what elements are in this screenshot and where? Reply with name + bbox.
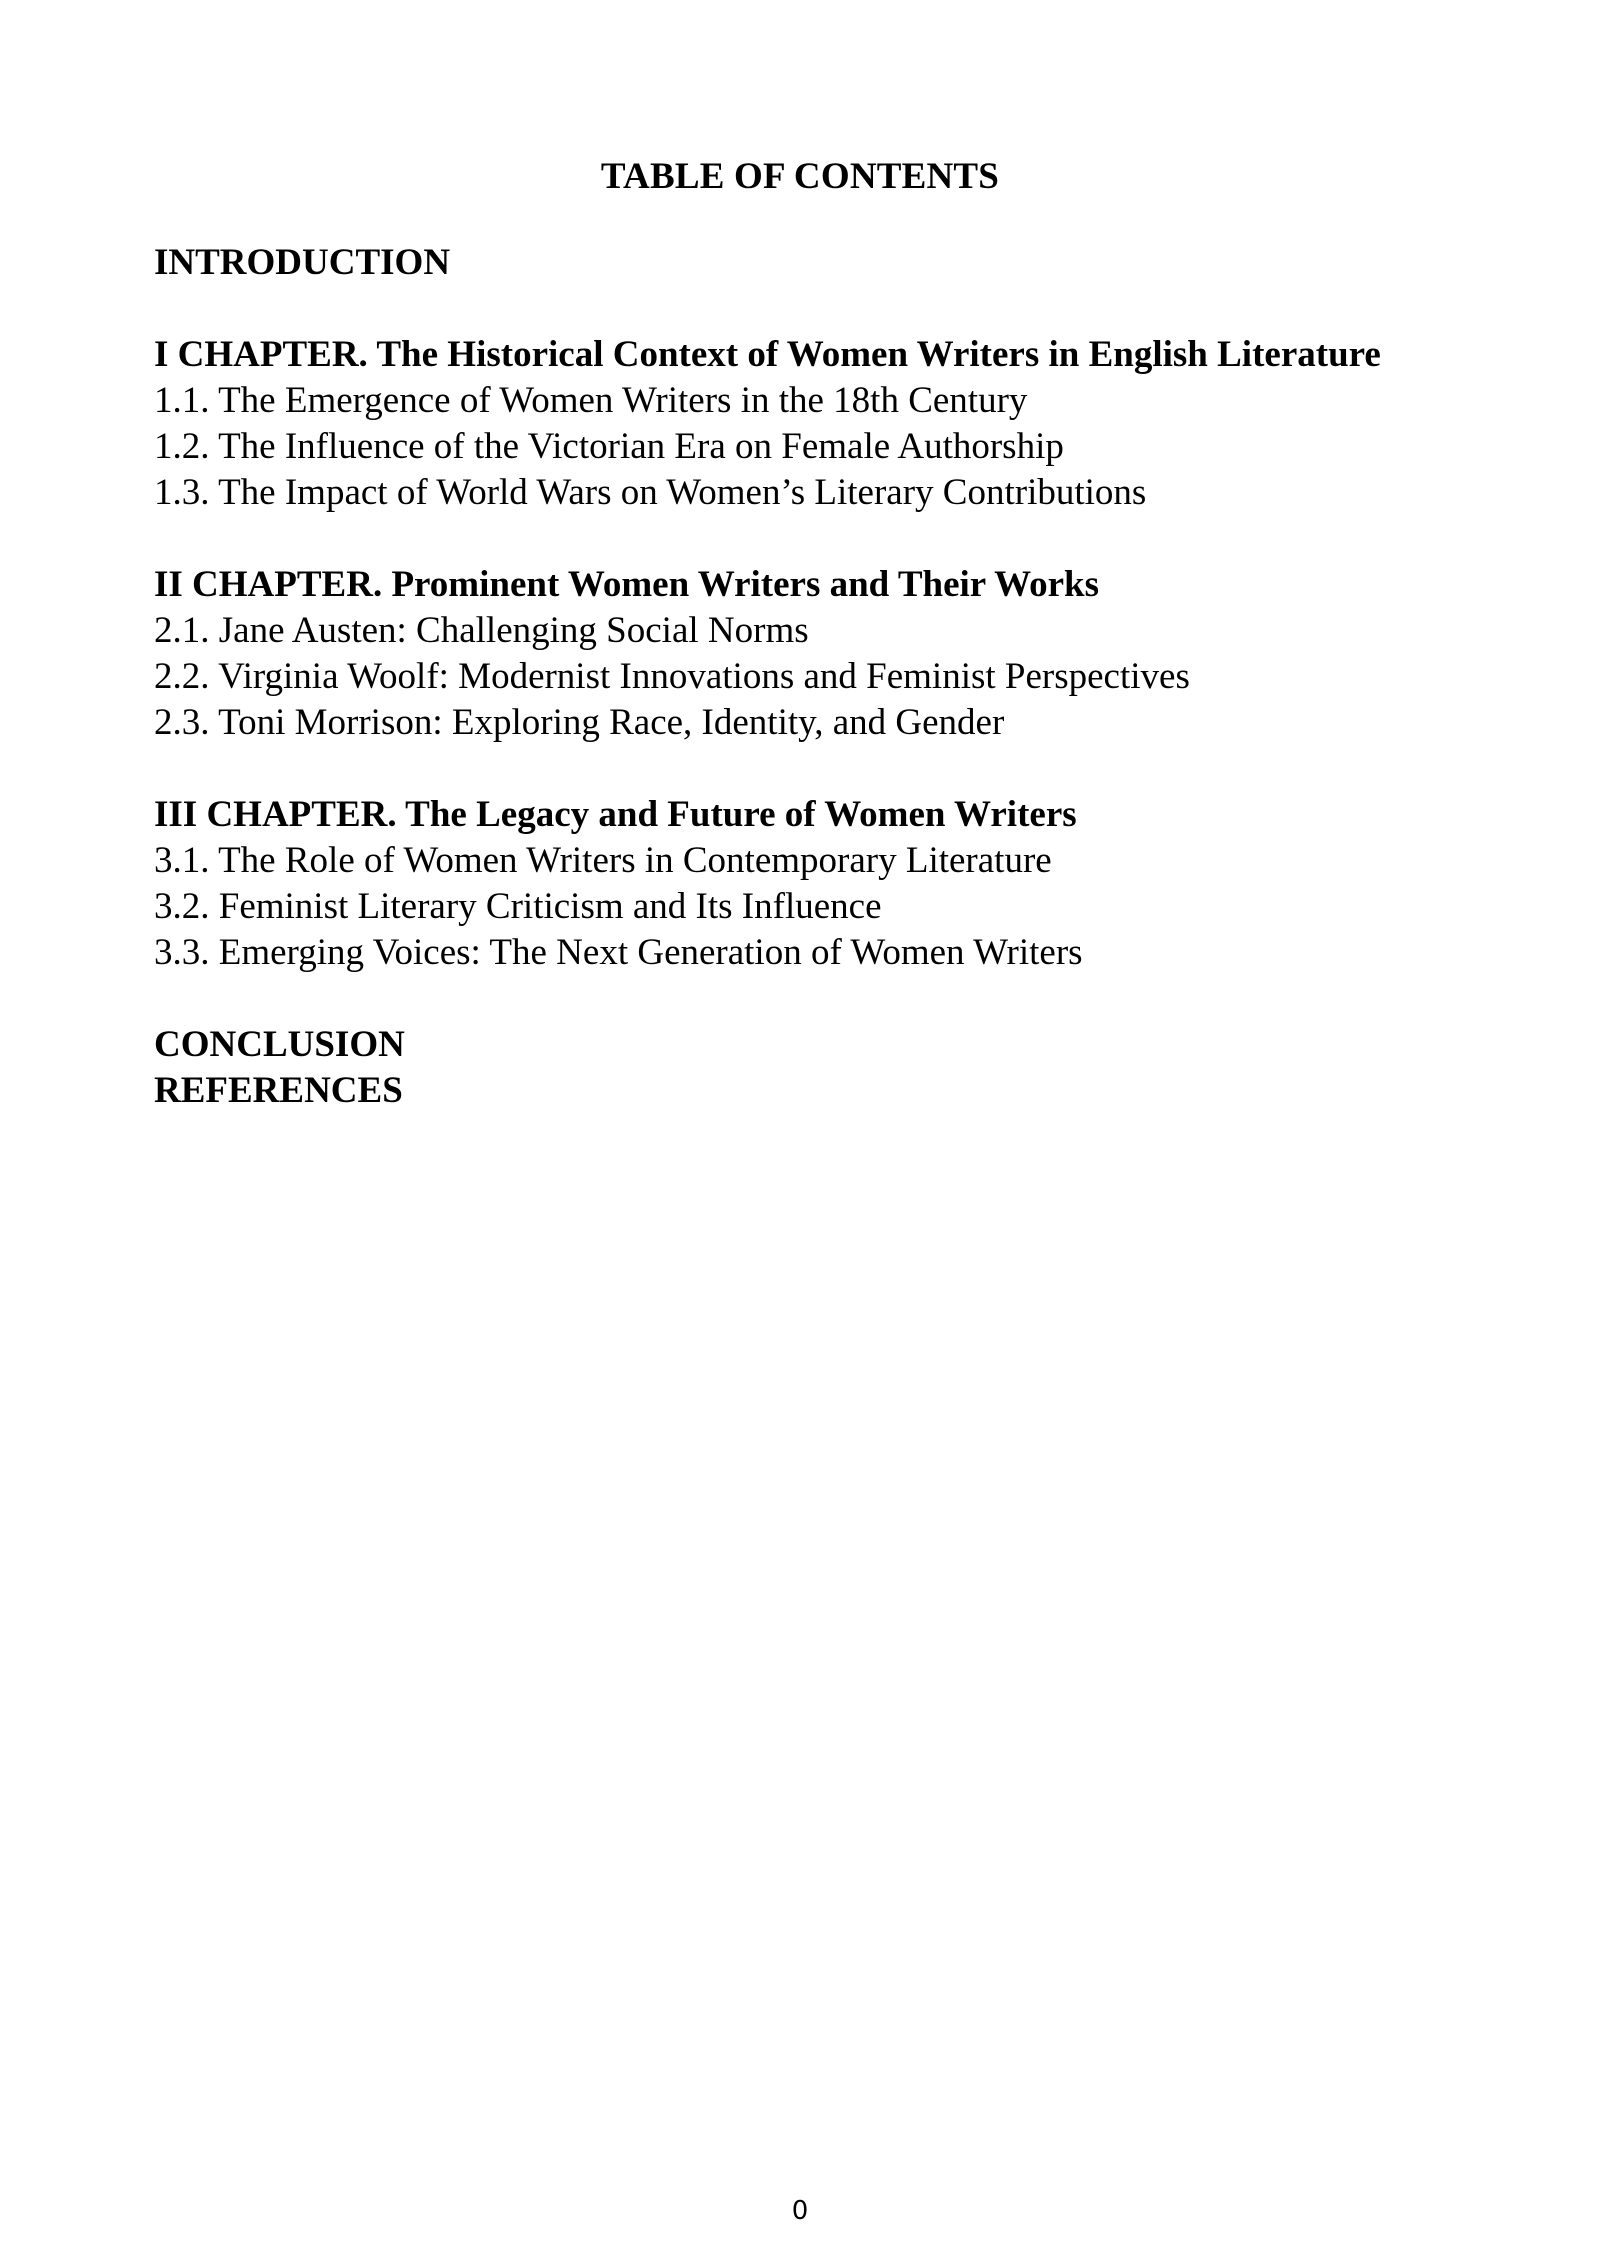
spacer [154,746,1494,792]
chapter-2-heading: II CHAPTER. Prominent Women Writers and Their Works [154,564,1099,605]
page-number: 0 [791,2196,809,2226]
chapter-3-heading: III CHAPTER. The Legacy and Future of Women Writers [154,794,1077,835]
section-3-3: 3.3. Emerging Voices: The Next Generation of Women Writers [154,932,1083,973]
table-of-contents [154,240,1494,1114]
spacer [154,976,1494,1022]
spacer [154,286,1494,332]
section-2-3: 2.3. Toni Morrison: Exploring Race, Identity, and Gender [154,702,1005,743]
page-title: TABLE OF CONTENTS [600,156,1000,197]
section-1-2: 1.2. The Influence of the Victorian Era on Female Authorship [154,426,1064,467]
section-3-2: 3.2. Feminist Literary Criticism and Its Influence [154,886,882,927]
spacer [154,516,1494,562]
chapter-1-heading: I CHAPTER. The Historical Context of Women Writers in English Literature [154,334,1381,375]
section-3-1: 3.1. The Role of Women Writers in Contemporary Literature [154,840,1052,881]
section-2-1: 2.1. Jane Austen: Challenging Social Norms [154,610,809,651]
section-1-1: 1.1. The Emergence of Women Writers in the 18th Century [154,380,1028,421]
toc-references: REFERENCES [154,1070,403,1111]
section-2-2: 2.2. Virginia Woolf: Modernist Innovations and Feminist Perspectives [154,656,1190,697]
toc-conclusion: CONCLUSION [154,1024,405,1065]
section-1-3: 1.3. The Impact of World Wars on Women’s Literary Contributions [154,472,1147,513]
toc-introduction: INTRODUCTION [154,242,451,283]
